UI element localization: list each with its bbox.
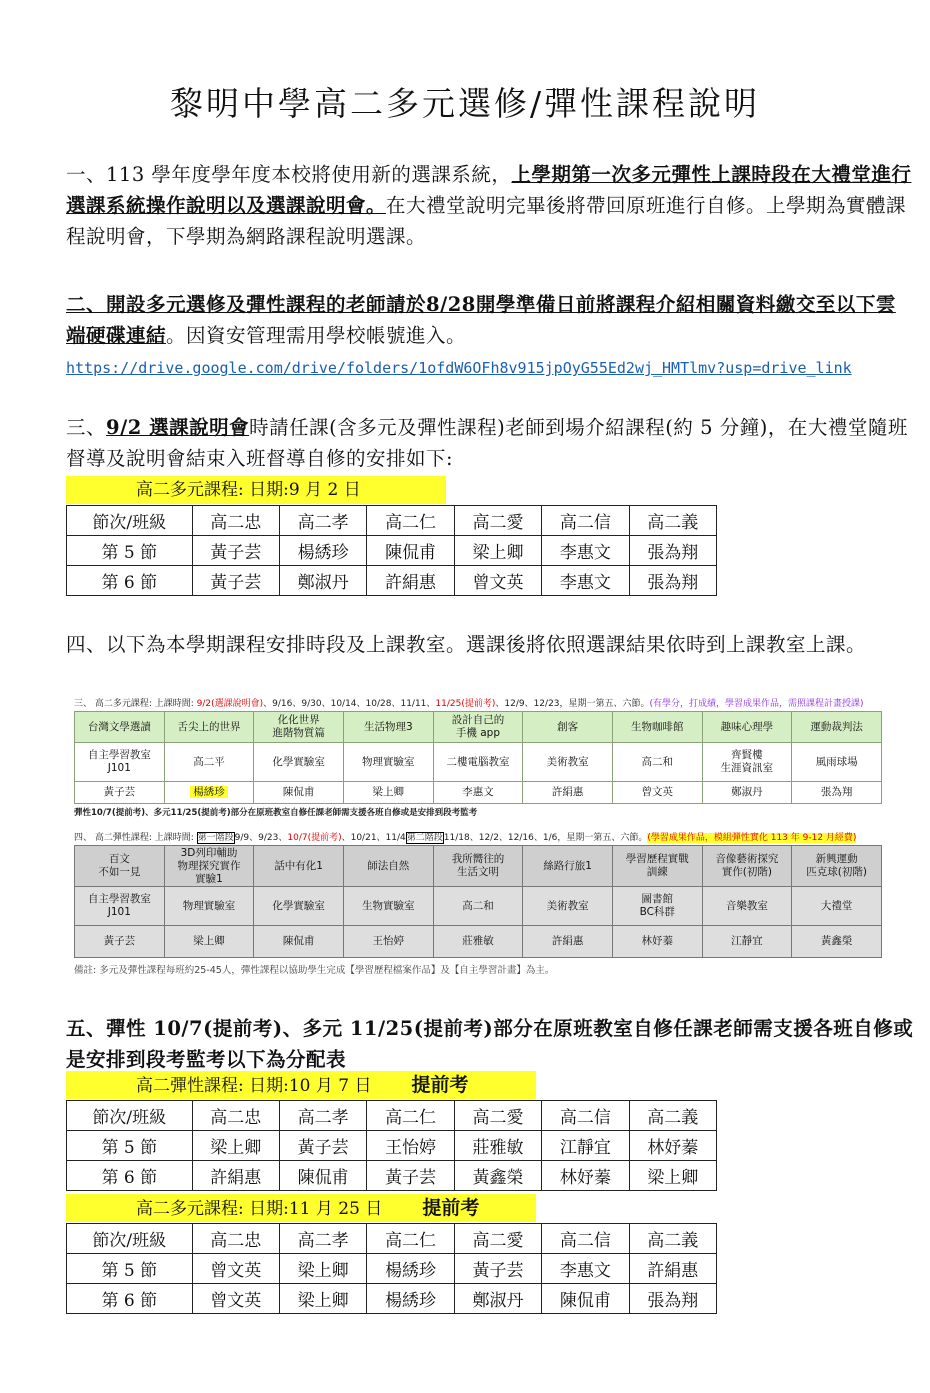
banner-nov25-tag: 提前考 xyxy=(422,1197,480,1219)
cell-text: 莊雅敏 xyxy=(462,935,494,947)
cell xyxy=(523,887,613,926)
cell-text: 台灣文學選讀 xyxy=(87,720,151,733)
cell: 張為翔 xyxy=(629,536,716,566)
cell: 第 6 節 xyxy=(67,566,193,596)
cell-text: 音像藝術探究 實作(初階) xyxy=(715,853,779,878)
cell-text: 學習歷程實戰 訓練 xyxy=(625,853,689,878)
cell xyxy=(792,846,882,887)
table-row xyxy=(67,506,717,536)
cell-text: 話中有化1 xyxy=(274,859,323,872)
banner-nov25 xyxy=(66,1194,536,1222)
cell xyxy=(702,846,792,887)
cell-text: 音樂教室 xyxy=(725,899,768,912)
cell xyxy=(792,887,882,926)
cell xyxy=(75,743,165,782)
cell: 高二信 xyxy=(542,1101,629,1131)
cell xyxy=(343,712,433,743)
cell-text: 黃鑫榮 xyxy=(820,935,853,947)
cell xyxy=(612,887,702,926)
cell xyxy=(523,926,613,958)
cell-text: 高二平 xyxy=(193,755,225,768)
cell: 高二仁 xyxy=(367,506,454,536)
cell xyxy=(612,712,702,743)
cell-text: 物理實驗室 xyxy=(362,755,415,768)
cell-text: 圖書館 BC科群 xyxy=(639,893,675,918)
cell-text: 化學實驗室 xyxy=(272,899,325,912)
cell xyxy=(164,926,254,958)
cell-text: 曾文英 xyxy=(641,786,674,798)
schedule-1-caption: 三、 高二多元課程: 上課時間: 9/2(選課說明會)、9/16、9/30、10/14、10/28、11/11、11/25(提前考)、12/9、12/23，星期一第五、六節。(有學分，打成績，學習成果作品，需照課程計畫授課) xyxy=(74,699,864,709)
cell xyxy=(792,743,882,782)
table-nov25 xyxy=(66,1223,717,1314)
cell-text: 自主學習教室 J101 xyxy=(87,749,151,774)
cell-text: 許絹惠 xyxy=(551,786,584,798)
schedule-1-table xyxy=(74,711,882,804)
cell xyxy=(702,743,792,782)
cell xyxy=(254,926,344,958)
cell: 梁上卿 xyxy=(279,1254,366,1284)
cell xyxy=(792,712,882,743)
s1-post: 在大禮堂說明完畢後將帶回原班進行自修。上學期為實體課程說明會，下學期為網路課程說明選課。 xyxy=(66,194,907,248)
cell xyxy=(433,782,523,804)
cell xyxy=(433,743,523,782)
schedule-2-caption: 四、 高二彈性課程: 上課時間: 第一階段9/9、9/23、10/7(提前考)、10/21、11/4第二階段11/18、12/2、12/16、1/6，星期一第五、六節。(學習成果作品，模組彈性實化 113 年 9-12 月經費) xyxy=(74,833,857,843)
cell xyxy=(792,926,882,958)
s2-post: 。因資安管理需用學校帳號進入。 xyxy=(166,324,467,347)
cell-text: 梁上卿 xyxy=(372,786,405,798)
cell xyxy=(164,712,254,743)
cell-text: 鄭淑丹 xyxy=(731,786,763,798)
banner-oct7-tag: 提前考 xyxy=(411,1074,469,1096)
cell-text: 自主學習教室 J101 xyxy=(87,893,151,918)
cell-text: 二樓電腦教室 xyxy=(446,755,510,768)
cell: 黃子芸 xyxy=(367,1161,454,1191)
cell-text: 美術教室 xyxy=(546,755,589,768)
cell-text: 梁上卿 xyxy=(193,935,225,947)
cell-text: 設計自己的 手機 app xyxy=(451,714,505,739)
cell: 楊綉珍 xyxy=(367,1284,454,1314)
table-row xyxy=(67,566,717,596)
cell: 鄭淑丹 xyxy=(279,566,366,596)
banner-sep2: 高二多元課程: 日期:9 月 2 日 xyxy=(66,476,446,504)
cell: 王怡婷 xyxy=(367,1131,454,1161)
elective-schedule-1 xyxy=(74,696,884,818)
table-row xyxy=(67,1224,717,1254)
s2-bold: 二、開設多元選修及彈性課程的老師請於8/28開學準備日前將課程介紹相關資料繳交至以下雲端硬碟連結 xyxy=(66,293,896,347)
cell: 節次/班級 xyxy=(67,1101,193,1131)
cell-text: 運動裁判法 xyxy=(810,720,863,733)
table-row xyxy=(67,1254,717,1284)
section-4: 四、以下為本學期課程安排時段及上課教室。選課後將依照選課結果依時到上課教室上課。 xyxy=(66,633,867,656)
cell xyxy=(75,846,165,887)
cell xyxy=(164,846,254,887)
cell-text: 化學實驗室 xyxy=(272,755,325,768)
cell xyxy=(343,887,433,926)
cell: 高二仁 xyxy=(367,1224,454,1254)
cell: 高二孝 xyxy=(279,506,366,536)
cell xyxy=(164,887,254,926)
s1-bold: 上學期第一次多元彈性上課時段在大禮堂進行選課系統操作說明以及選課說明會。 xyxy=(66,163,912,217)
table-oct7 xyxy=(66,1100,717,1191)
cell xyxy=(75,782,165,804)
cell xyxy=(164,743,254,782)
cell xyxy=(523,846,613,887)
cell xyxy=(254,712,344,743)
cell-text: 陳侃甫 xyxy=(282,935,315,947)
cell: 梁上卿 xyxy=(192,1131,279,1161)
cell: 黃鑫榮 xyxy=(454,1161,541,1191)
cell xyxy=(433,887,523,926)
room-row xyxy=(75,887,882,926)
table-row xyxy=(67,536,717,566)
cell: 曾文英 xyxy=(192,1284,279,1314)
cell-text: 生物咖啡館 xyxy=(631,720,684,733)
cell xyxy=(75,887,165,926)
cell-text: 林妤蓁 xyxy=(641,935,674,947)
cell-text: 我所嚮往的 生活文明 xyxy=(451,853,505,878)
cell: 梁上卿 xyxy=(629,1161,716,1191)
cell: 黃子芸 xyxy=(192,536,279,566)
table-row xyxy=(67,1284,717,1314)
cell: 李惠文 xyxy=(542,1254,629,1284)
drive-link[interactable]: https://drive.google.com/drive/folders/1ofdW6OFh8v915jpOyG55Ed2wj_HMTlmv?usp=drive_link xyxy=(66,359,852,377)
s3-bold: 9/2 選課說明會 xyxy=(106,416,250,439)
cell: 高二義 xyxy=(629,1224,716,1254)
cell-text: 3D列印輔助 物理探究實作 實驗1 xyxy=(177,846,241,885)
cell xyxy=(792,782,882,804)
cell xyxy=(254,782,344,804)
course-row xyxy=(75,712,882,743)
banner-nov25-text: 高二多元課程: 日期:11 月 25 日 xyxy=(136,1199,383,1219)
cell: 梁上卿 xyxy=(454,536,541,566)
cell: 第 6 節 xyxy=(67,1284,193,1314)
cell: 林妤蓁 xyxy=(542,1161,629,1191)
cell xyxy=(75,926,165,958)
cell-text: 師法自然 xyxy=(367,859,410,872)
cell: 第 5 節 xyxy=(67,536,193,566)
cell: 陳侃甫 xyxy=(367,536,454,566)
cell xyxy=(523,782,613,804)
cell xyxy=(254,887,344,926)
table-sep2 xyxy=(66,505,717,596)
cell: 第 5 節 xyxy=(67,1254,193,1284)
cell: 林妤蓁 xyxy=(629,1131,716,1161)
cell: 楊綉珍 xyxy=(367,1254,454,1284)
cell xyxy=(702,782,792,804)
cell-text: 化化世界 進階物質篇 xyxy=(272,714,325,739)
cell: 節次/班級 xyxy=(67,506,193,536)
cell-text: 風雨球場 xyxy=(815,755,858,768)
cell-text: 舌尖上的世界 xyxy=(177,720,241,733)
cell: 高二孝 xyxy=(279,1224,366,1254)
cell xyxy=(433,926,523,958)
cell xyxy=(343,846,433,887)
cell: 黃子芸 xyxy=(454,1254,541,1284)
cell-text: 黃子芸 xyxy=(103,786,136,798)
schedule-1-note: 彈性10/7(提前考)、多元11/25(提前考)部分在原班教室自修任課老師需支援各班自修或是安排到段考監考 xyxy=(74,808,478,818)
cell: 梁上卿 xyxy=(279,1284,366,1314)
page-title: 黎明中學高二多元選修/彈性課程說明 xyxy=(169,84,761,123)
cell xyxy=(254,846,344,887)
cell xyxy=(702,926,792,958)
cell: 高二忠 xyxy=(192,1224,279,1254)
cell xyxy=(523,743,613,782)
cell: 張為翔 xyxy=(629,566,716,596)
cell xyxy=(612,846,702,887)
table-row xyxy=(67,1101,717,1131)
cell: 高二愛 xyxy=(454,1101,541,1131)
cell: 曾文英 xyxy=(454,566,541,596)
cell-text: 楊綉珍 xyxy=(190,786,228,798)
cell: 莊雅敏 xyxy=(454,1131,541,1161)
teacher-row xyxy=(75,782,882,804)
cell-text: 張為翔 xyxy=(820,786,853,798)
cell: 曾文英 xyxy=(192,1254,279,1284)
section-3 xyxy=(66,412,914,474)
section-1 xyxy=(66,159,914,252)
cell-text: 齊賢樓 生涯資訊室 xyxy=(720,749,774,774)
cell: 黃子芸 xyxy=(279,1131,366,1161)
cell-text: 美術教室 xyxy=(546,899,589,912)
cell: 黃子芸 xyxy=(192,566,279,596)
table-row xyxy=(67,1131,717,1161)
cell: 高二忠 xyxy=(192,1101,279,1131)
room-row xyxy=(75,743,882,782)
cell xyxy=(702,712,792,743)
cell: 許絹惠 xyxy=(192,1161,279,1191)
cell-text: 王怡婷 xyxy=(372,935,405,947)
cell: 高二義 xyxy=(629,506,716,536)
cell: 第 6 節 xyxy=(67,1161,193,1191)
s3-post: 時請任課(含多元及彈性課程)老師到場介紹課程(約 5 分鐘)，在大禮堂隨班督導及說明會結束入班督導自修的安排如下: xyxy=(66,416,908,470)
cell-text: 高二和 xyxy=(462,899,494,912)
cell xyxy=(433,712,523,743)
cell: 鄭淑丹 xyxy=(454,1284,541,1314)
cell: 張為翔 xyxy=(629,1284,716,1314)
section-5: 五、彈性 10/7(提前考)、多元 11/25(提前考)部分在原班教室自修任課老師需支援各班自修或是安排到段考監考以下為分配表 xyxy=(66,1017,914,1071)
cell-text: 趣味心理學 xyxy=(720,720,774,733)
cell xyxy=(343,743,433,782)
cell xyxy=(612,782,702,804)
cell: 許絹惠 xyxy=(629,1254,716,1284)
schedule-2-note: 備註: 多元及彈性課程每班約25-45人，彈性課程以協助學生完成【學習歷程檔案作品】及【自主學習計畫】為主。 xyxy=(74,965,555,976)
cell: 高二仁 xyxy=(367,1101,454,1131)
cell: 第 5 節 xyxy=(67,1131,193,1161)
cell-text: 生活物理3 xyxy=(363,720,413,733)
cell xyxy=(75,712,165,743)
cell xyxy=(254,743,344,782)
cell xyxy=(523,712,613,743)
cell: 高二忠 xyxy=(192,506,279,536)
cell xyxy=(343,926,433,958)
cell-text: 創客 xyxy=(557,720,579,733)
cell-text: 陳侃甫 xyxy=(282,786,315,798)
cell: 高二信 xyxy=(542,506,629,536)
banner-oct7-text: 高二彈性課程: 日期:10 月 7 日 xyxy=(136,1076,372,1096)
cell xyxy=(702,887,792,926)
cell-text: 生物實驗室 xyxy=(362,899,415,912)
elective-schedule-2 xyxy=(74,830,884,976)
cell xyxy=(433,846,523,887)
cell: 陳侃甫 xyxy=(279,1161,366,1191)
table-row xyxy=(67,1161,717,1191)
cell: 江靜宜 xyxy=(542,1131,629,1161)
s1-pre: 一、113 學年度學年度本校將使用新的選課系統， xyxy=(66,163,512,186)
cell: 陳侃甫 xyxy=(542,1284,629,1314)
cell: 楊綉珍 xyxy=(279,536,366,566)
schedule-2-table xyxy=(74,845,882,958)
s3-pre: 三、 xyxy=(66,416,107,439)
cell-text: 新興運動 匹克球(初階) xyxy=(806,853,867,878)
cell: 高二愛 xyxy=(454,506,541,536)
cell xyxy=(164,782,254,804)
cell: 高二愛 xyxy=(454,1224,541,1254)
cell: 李惠文 xyxy=(542,536,629,566)
banner-oct7 xyxy=(66,1071,536,1099)
cell xyxy=(343,782,433,804)
teacher-row xyxy=(75,926,882,958)
cell-text: 物理實驗室 xyxy=(182,899,236,912)
cell: 節次/班級 xyxy=(67,1224,193,1254)
cell-text: 大禮堂 xyxy=(820,899,853,912)
course-row xyxy=(75,846,882,887)
cell: 李惠文 xyxy=(542,566,629,596)
cell: 高二義 xyxy=(629,1101,716,1131)
cell-text: 江靜宜 xyxy=(731,935,763,947)
section-2 xyxy=(66,289,914,351)
cell-text: 百文 不如一見 xyxy=(98,853,141,878)
cell: 許絹惠 xyxy=(367,566,454,596)
cell xyxy=(612,926,702,958)
cell-text: 高二和 xyxy=(641,755,674,768)
cell-text: 絲路行旅1 xyxy=(543,859,592,872)
cell xyxy=(612,743,702,782)
cell-text: 黃子芸 xyxy=(103,935,136,947)
cell-text: 許絹惠 xyxy=(551,935,584,947)
cell-text: 李惠文 xyxy=(462,786,494,798)
cell: 高二孝 xyxy=(279,1101,366,1131)
cell: 高二信 xyxy=(542,1224,629,1254)
